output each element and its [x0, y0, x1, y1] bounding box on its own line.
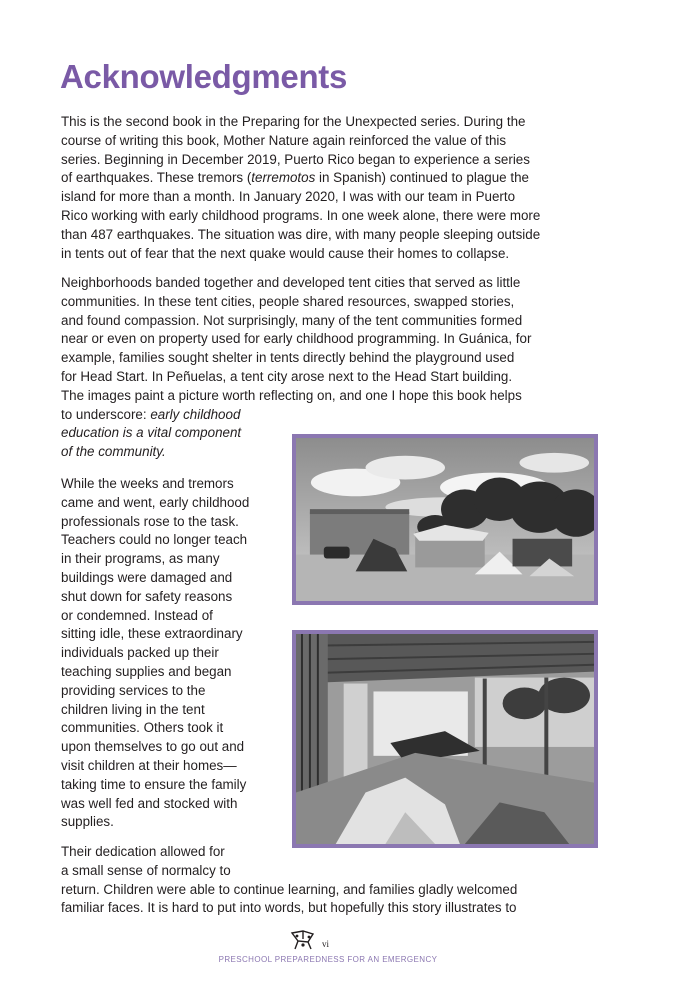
- italic-text: education is a vital component: [61, 425, 242, 441]
- text-line: Rico working with early childhood programs. In one week alone, there were more: [61, 207, 541, 223]
- text-line: visit children at their homes—: [61, 757, 237, 773]
- text-line: came and went, early childhood: [61, 494, 250, 510]
- text-line: shut down for safety reasons: [61, 588, 233, 604]
- paragraph-3: [61, 475, 249, 832]
- text-line: sitting idle, these extraordinary: [61, 626, 243, 642]
- text-line: While the weeks and tremors: [61, 476, 234, 491]
- tent-city-photo: [292, 434, 598, 605]
- text-line: or condemned. Instead of: [61, 607, 213, 623]
- text-line: in tents out of fear that the next quake would cause their homes to collapse.: [61, 245, 510, 261]
- text-line: was well fed and stocked with: [61, 795, 238, 811]
- text-line: children living in the tent: [61, 701, 205, 717]
- text-line: familiar faces. It is hard to put into words, but hopefully this story illustrates to: [61, 900, 517, 916]
- text-line: communities. Others took it: [61, 720, 224, 736]
- page-number: vi: [322, 939, 330, 949]
- italic-text: of the community.: [61, 444, 166, 460]
- covered-area-photo-image: [296, 634, 594, 844]
- text-line: island for more than a month. In January 2020, I was with our team in Puerto: [61, 189, 516, 205]
- text-line: for Head Start. In Peñuelas, a tent city arose next to the Head Start building.: [61, 368, 513, 384]
- text-line: in their programs, as many: [61, 551, 220, 567]
- text-line: Their dedication allowed for: [61, 844, 225, 859]
- text-line: communities. In these tent cities, people shared resources, swapped stories,: [61, 293, 515, 309]
- text-line: return. Children were able to continue learning, and families gladly welcomed: [61, 881, 518, 897]
- text-line: [61, 169, 540, 188]
- text-line: The images paint a picture worth reflecting on, and one I hope this book helps: [61, 387, 522, 403]
- covered-area-photo: [292, 630, 598, 848]
- running-footer-title: PRESCHOOL PREPAREDNESS FOR AN EMERGENCY: [218, 955, 438, 964]
- text-line: a small sense of normalcy to: [61, 862, 231, 878]
- text-segment: of earthquakes. These tremors (: [61, 170, 252, 186]
- text-line: course of writing this book, Mother Nature again reinforced the value of this: [61, 132, 507, 148]
- paragraph-1: [61, 113, 540, 263]
- italic-text: terremotos: [251, 170, 316, 186]
- text-line: [61, 406, 531, 425]
- paragraph-4: [61, 843, 517, 918]
- text-line: Neighborhoods banded together and developed tent cities that served as little: [61, 275, 521, 290]
- text-line: buildings were damaged and: [61, 569, 233, 585]
- text-line: providing services to the: [61, 682, 206, 698]
- text-line: taking time to ensure the family: [61, 776, 247, 792]
- text-line: supplies.: [61, 814, 114, 830]
- text-line: example, families sought shelter in tents directly behind the playground used: [61, 350, 515, 366]
- text-line: than 487 earthquakes. The situation was dire, with many people sleeping outside: [61, 226, 541, 242]
- text-line: near or even on property used for early childhood programming. In Guánica, for: [61, 331, 532, 347]
- text-line: and found compassion. Not surprisingly, many of the tent communities formed: [61, 312, 523, 328]
- text-segment: to underscore:: [61, 406, 151, 422]
- logo-icon: [289, 928, 317, 952]
- text-line: upon themselves to go out and: [61, 739, 245, 755]
- text-line: Teachers could no longer teach: [61, 532, 248, 548]
- text-segment: in Spanish) continued to plague the: [315, 170, 529, 186]
- page-title: Acknowledgments: [60, 58, 348, 95]
- italic-text: early childhood: [150, 406, 241, 422]
- tent-city-photo-image: [296, 438, 594, 601]
- text-line: This is the second book in the Preparing for the Unexpected series. During the: [61, 114, 526, 129]
- text-line: professionals rose to the task.: [61, 513, 239, 529]
- text-line: individuals packed up their: [61, 645, 219, 661]
- text-line: teaching supplies and began: [61, 663, 232, 679]
- text-line: series. Beginning in December 2019, Puerto Rico began to experience a series: [61, 151, 530, 167]
